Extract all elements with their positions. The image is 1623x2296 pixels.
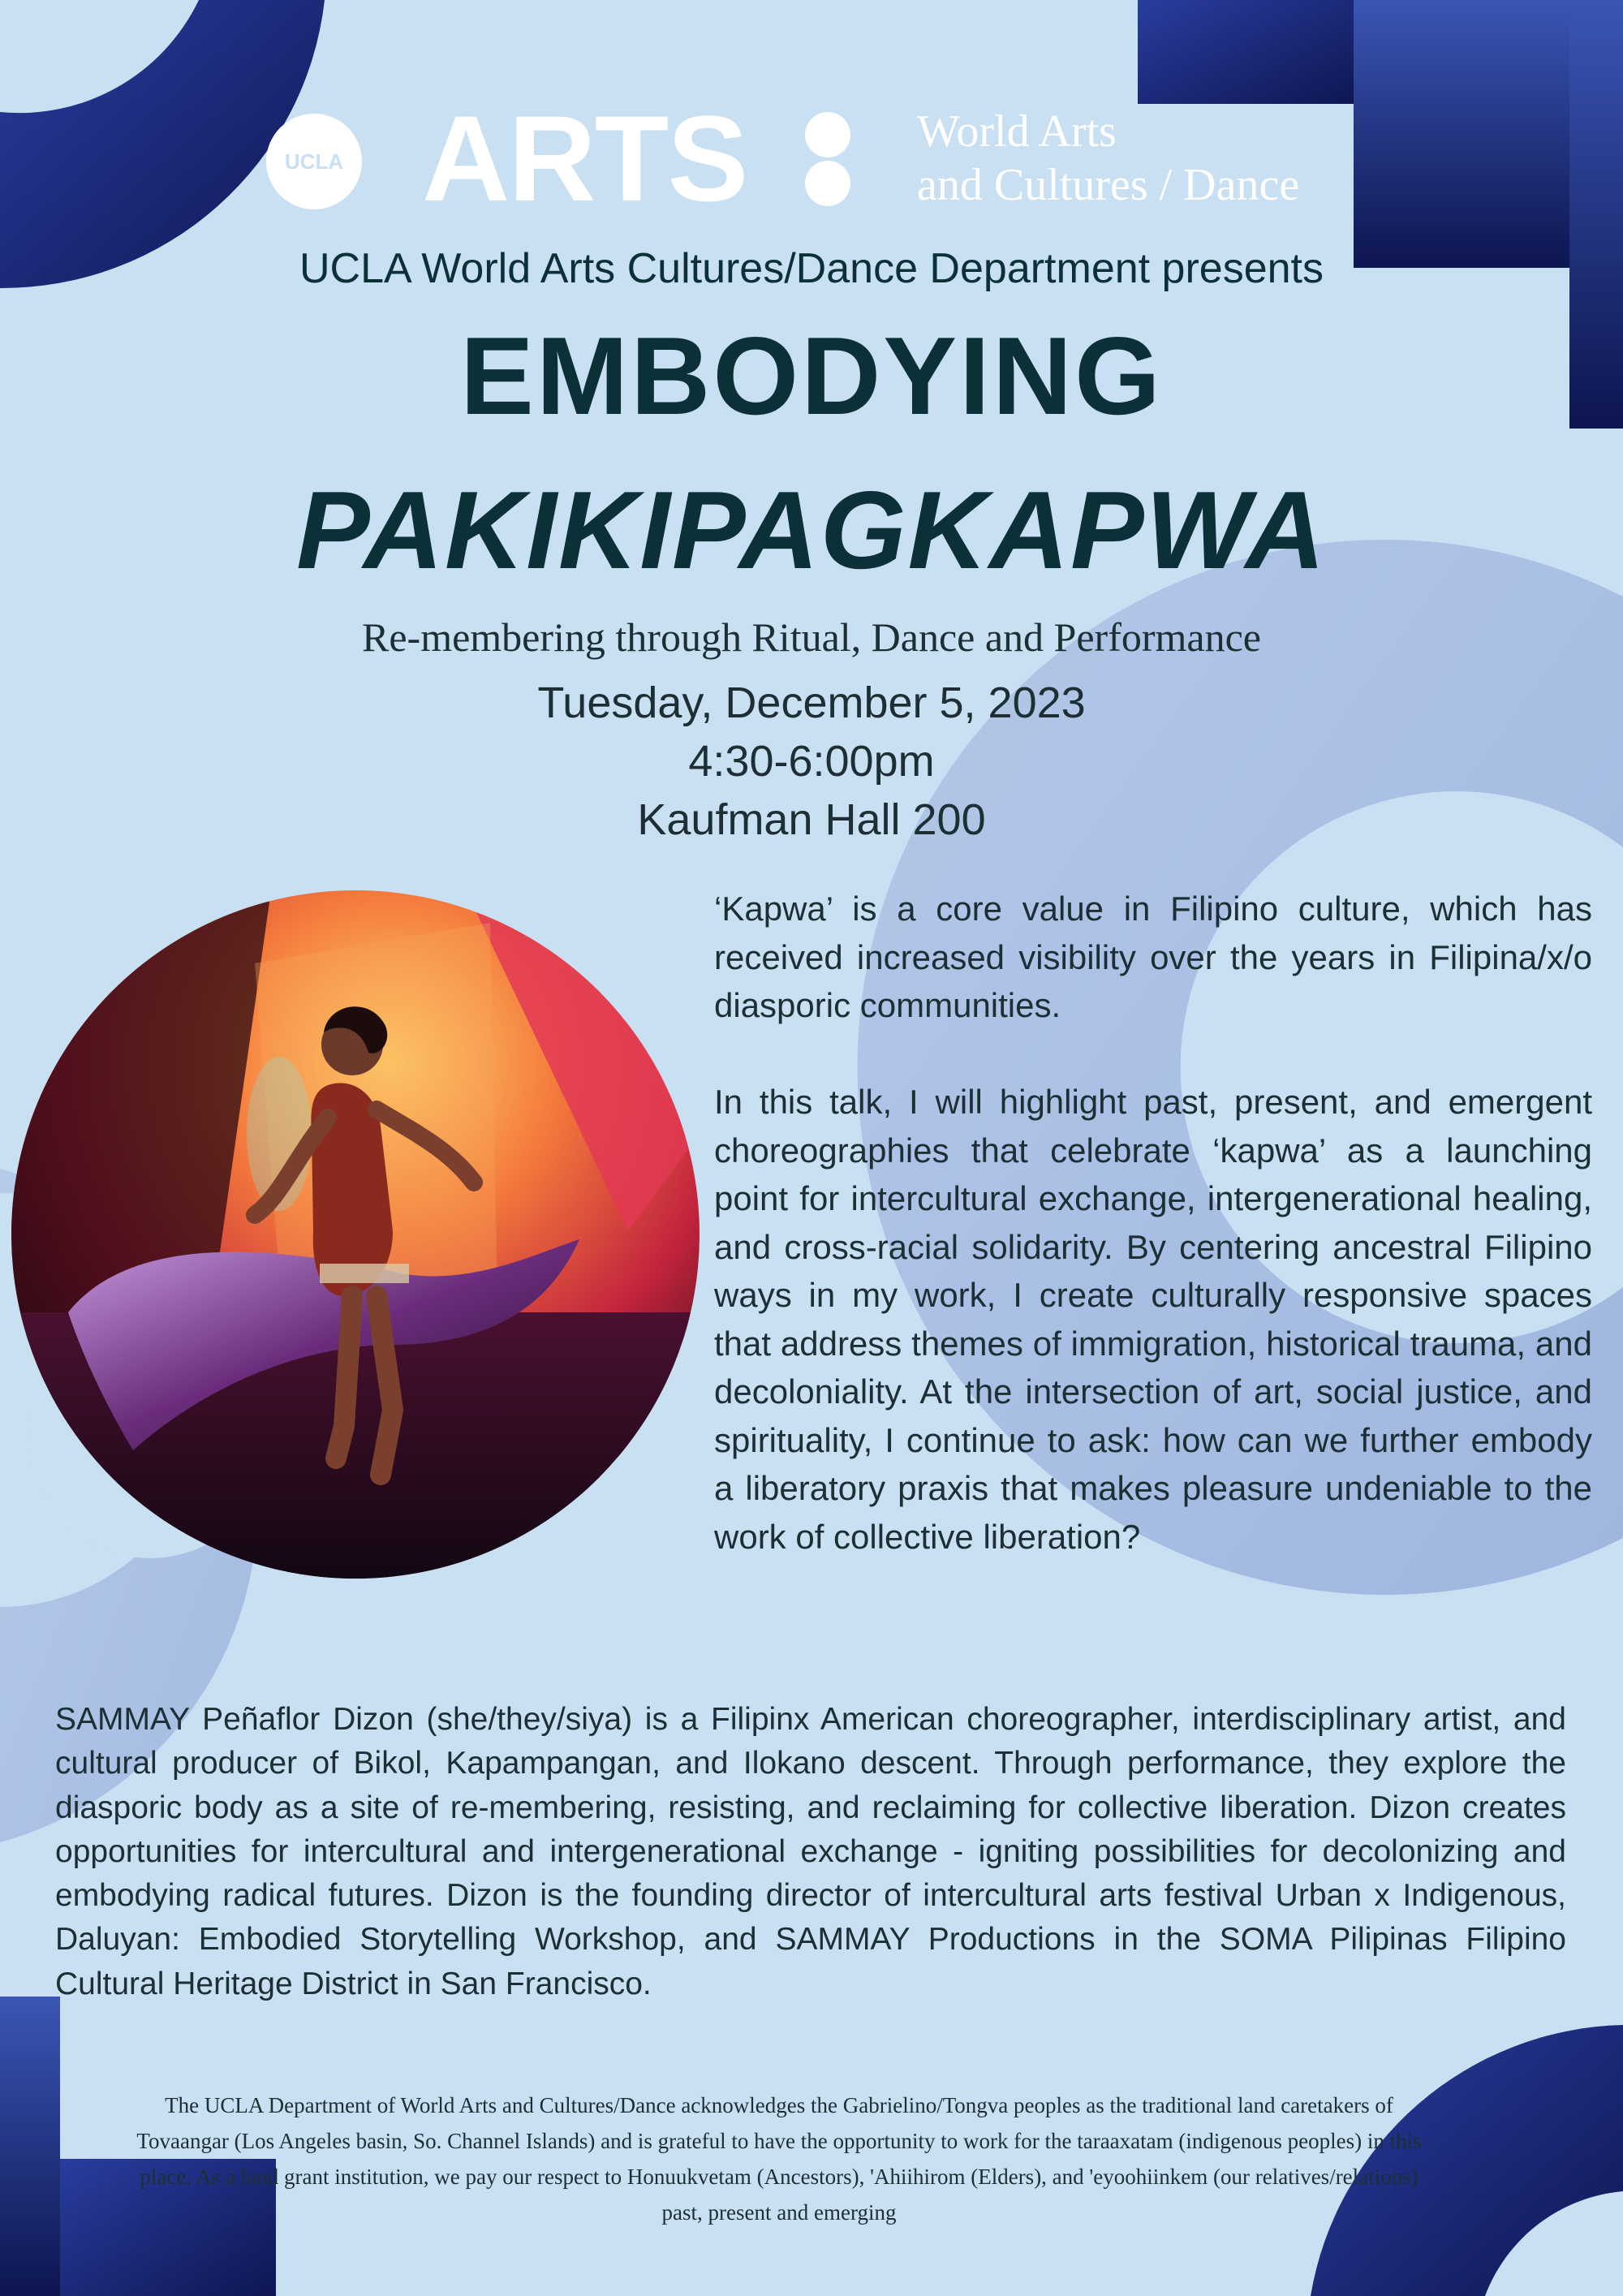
talk-description [714, 885, 1592, 1561]
department-logo-line2: and Cultures / Dance [917, 160, 1300, 210]
logo-separator-dot [805, 161, 850, 206]
event-time: 4:30-6:00pm [688, 737, 935, 786]
description-paragraph: In this talk, I will highlight past, present, and emergent choreographies that celebrate ‘kapwa’ as a launching point for intercultural exchange, intergenerational healing, and cross-racial solidarity. By centering ancestral Filipino ways in my work, I create culturally responsive spaces that address themes of immigration, historical trauma, and decoloniality. At the intersection of art, social justice, and spirituality, I continue to ask: how can we further embody a liberatory praxis that makes pleasure undeniable to the work of collective liberation? [714, 1083, 1592, 1556]
department-logo-line1: World Arts [917, 106, 1117, 157]
logo-separator-dot [805, 112, 850, 157]
dancer-photo [11, 890, 700, 1579]
presenter-line: UCLA World Arts Cultures/Dance Department presents [299, 245, 1324, 292]
title-line2: PAKIKIPAGKAPWA [296, 468, 1327, 592]
speaker-bio: SAMMAY Peñaflor Dizon (she/they/siya) is a Filipinx American choreographer, interdisciplinary artist, and cultural producer of Bikol, Kapampangan, and Ilokano descent. Through performance, they explore the diasporic body as a site of re-membering, resisting, and reclaiming for collective liberation. Dizon creates opportunities for intercultural and intergenerational exchange - igniting possibilities for decolonizing and embodying radical futures. Dizon is the founding director of intercultural arts festival Urban x Indigenous, Daluyan: Embodied Storytelling Workshop, and SAMMAY Productions in the SOMA Pilipinas Filipino Cultural Heritage District in San Francisco. [55, 1702, 1566, 2001]
dancer-illustration [11, 890, 700, 1579]
arts-wordmark: ARTS [422, 90, 747, 226]
block-shape-top-right-1 [1138, 0, 1355, 104]
description-paragraph: ‘Kapwa’ is a core value in Filipino culture, which has received increased visibility over the years in Filipina/x/o diasporic communities. [714, 890, 1592, 1024]
land-acknowledgement: The UCLA Department of World Arts and Cultures/Dance acknowledges the Gabrielino/Tongva peoples as the traditional land caretakers of Tovaangar (Los Angeles basin, So. Channel Islands) and is grateful to have the opportunity to work for the taraaxatam (indigenous peoples) in this place. As a land grant institution, we pay our respect to Honuukvetam (Ancestors), 'Ahiihirom (Elders), and 'eyoohiinkem (our relatives/relations) past, present and emerging [136, 2093, 1422, 2225]
block-shape-bottom-left-1 [0, 1997, 60, 2296]
subtitle: Re-membering through Ritual, Dance and Performance [362, 614, 1261, 660]
event-date: Tuesday, December 5, 2023 [537, 678, 1086, 727]
block-shape-top-right-2 [1354, 0, 1569, 268]
seal-text: UCLA [284, 149, 344, 174]
event-location: Kaufman Hall 200 [637, 795, 986, 844]
ucla-seal-logo [266, 114, 362, 209]
title-line1: EMBODYING [460, 314, 1163, 437]
